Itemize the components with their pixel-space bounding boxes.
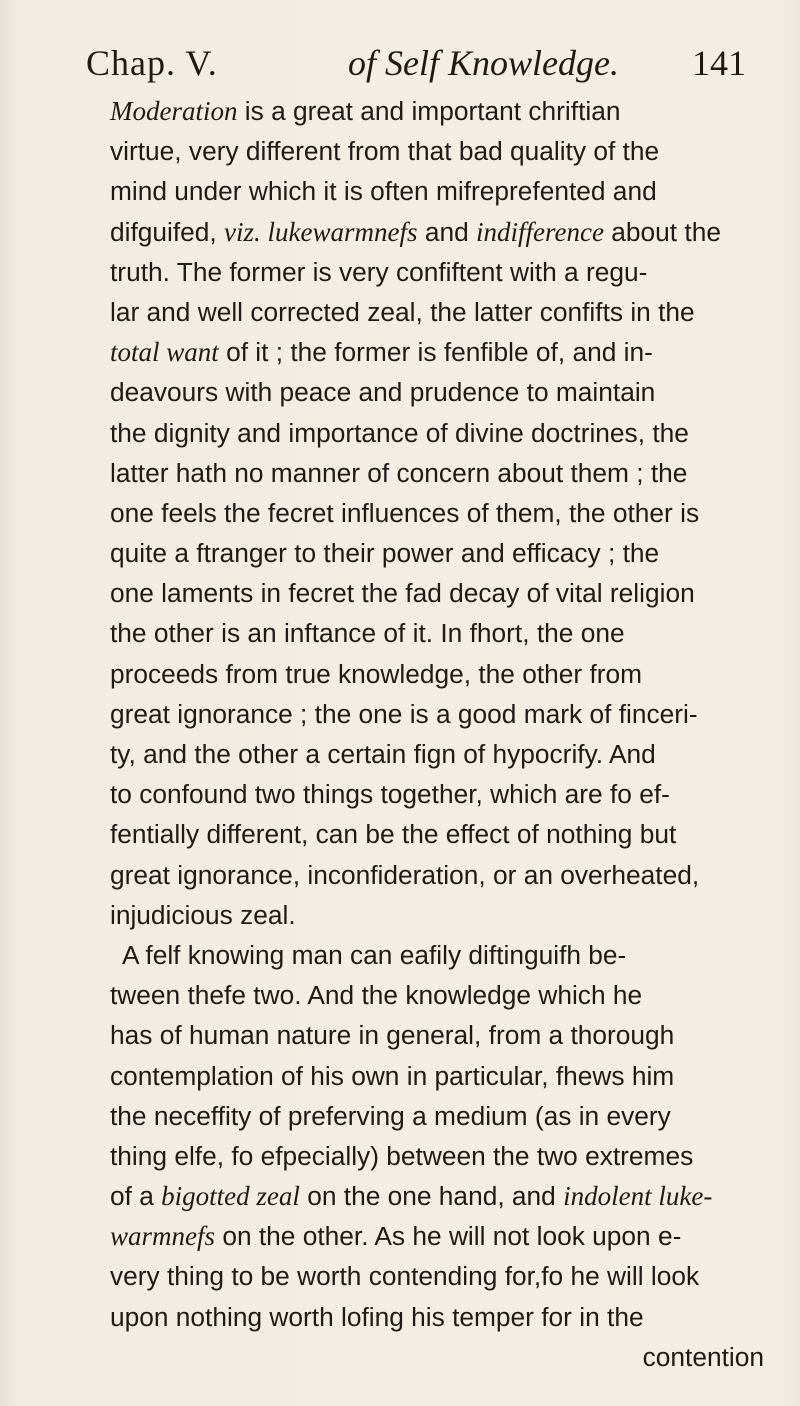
chapter-heading: Chap. V. — [86, 43, 218, 83]
text-run: injudicious zeal. — [110, 899, 296, 930]
text-run: on the one hand, and — [299, 1181, 564, 1212]
text-run: great ignorance ; the one is a good mark of finceri- — [110, 698, 698, 729]
text-line — [110, 332, 770, 372]
text-run: quite a ftranger to their power and efficacy ; the — [110, 538, 660, 569]
running-header — [86, 38, 746, 90]
text-line — [110, 413, 770, 453]
text-run: truth. The former is very confiftent with a regu- — [110, 256, 648, 287]
text-line — [110, 493, 770, 533]
text-run: thing elfe, fo efpecially) between the two extremes — [110, 1140, 694, 1171]
book-title-heading: of Self Knowledge. — [348, 43, 619, 83]
text-line — [110, 171, 770, 211]
text-line — [110, 814, 770, 854]
text-run: is a great and important chriftian — [237, 96, 621, 126]
text-run: of a — [110, 1181, 162, 1212]
text-run: to confound two things together, which are fo ef- — [110, 779, 670, 810]
text-run: upon nothing worth lofing his temper for in the — [110, 1301, 644, 1332]
text-line — [110, 573, 770, 613]
text-run: the neceffity of preferving a medium (as in every — [110, 1100, 671, 1131]
text-line — [110, 935, 770, 975]
text-run: fentially different, can be the effect of nothing but — [110, 819, 677, 850]
italic-text-run: total want — [110, 337, 219, 368]
page-number: 141 — [692, 43, 746, 83]
text-run: lar and well corrected zeal, the latter confifts in the — [110, 296, 695, 327]
text-line — [110, 613, 770, 653]
text-run: proceeds from true knowledge, the other from — [110, 658, 643, 689]
text-line — [110, 453, 770, 493]
text-run: mind under which it is often mifreprefented and — [110, 176, 657, 207]
text-line — [110, 1176, 770, 1216]
text-run: contention — [642, 1341, 764, 1372]
text-line — [110, 533, 770, 573]
italic-text-run: indolent luke- — [563, 1181, 713, 1212]
text-line — [110, 212, 770, 252]
text-line — [110, 734, 770, 774]
text-run: one feels the fecret influences of them, the other is — [110, 497, 700, 528]
text-run: great ignorance, inconfideration, or an overheated, — [110, 859, 700, 890]
text-line — [110, 292, 770, 332]
text-run: latter hath no manner of concern about them ; the — [110, 457, 688, 488]
text-run: has of human nature in general, from a thorough — [110, 1020, 675, 1051]
text-line — [110, 975, 770, 1015]
italic-text-run: bigotted zeal — [161, 1181, 300, 1212]
text-run: virtue, very different from that bad quality of the — [110, 136, 660, 167]
text-line — [110, 895, 770, 935]
text-line — [110, 694, 770, 734]
text-run: on the other. As he will not look upon e- — [215, 1221, 682, 1252]
text-line — [110, 774, 770, 814]
text-run: ty, and the other a certain fign of hypocrify. And — [110, 739, 656, 769]
text-run: contemplation of his own in particular, fhews him — [110, 1060, 675, 1091]
text-line — [110, 1015, 770, 1055]
text-run: A felf knowing man can eafily diftinguifh be- — [122, 939, 627, 970]
italic-text-run: viz. lukewarmnefs — [224, 216, 418, 247]
text-line — [110, 252, 770, 292]
text-line — [110, 1337, 770, 1377]
text-run: about the — [603, 216, 721, 247]
text-line — [110, 855, 770, 895]
text-line — [110, 1256, 770, 1296]
text-line — [110, 1297, 770, 1337]
text-run: tween thefe two. And the knowledge which he — [110, 980, 643, 1011]
text-line — [110, 1136, 770, 1176]
italic-text-run: indifference — [476, 216, 604, 247]
italic-text-run: warmnefs — [110, 1221, 216, 1252]
body-text — [110, 91, 770, 1377]
text-run: of it ; the former is fenfible of, and in- — [218, 337, 653, 368]
text-line — [110, 1216, 770, 1256]
italic-text-run: Moderation — [110, 96, 238, 126]
text-line — [110, 654, 770, 694]
text-line — [110, 131, 770, 171]
text-run: the other is an inftance of it. In fhort, the one — [110, 618, 625, 649]
text-run: and — [417, 216, 477, 247]
text-run: deavours with peace and prudence to maintain — [110, 377, 656, 408]
text-line — [110, 91, 770, 131]
text-run: one laments in fecret the fad decay of vital religion — [110, 578, 695, 609]
text-line — [110, 1056, 770, 1096]
text-line — [110, 372, 770, 412]
text-line — [110, 1096, 770, 1136]
text-run: very thing to be worth contending for,fo he will look — [110, 1261, 700, 1292]
text-run: difguifed, — [110, 216, 225, 247]
text-run: the dignity and importance of divine doctrines, the — [110, 417, 689, 448]
